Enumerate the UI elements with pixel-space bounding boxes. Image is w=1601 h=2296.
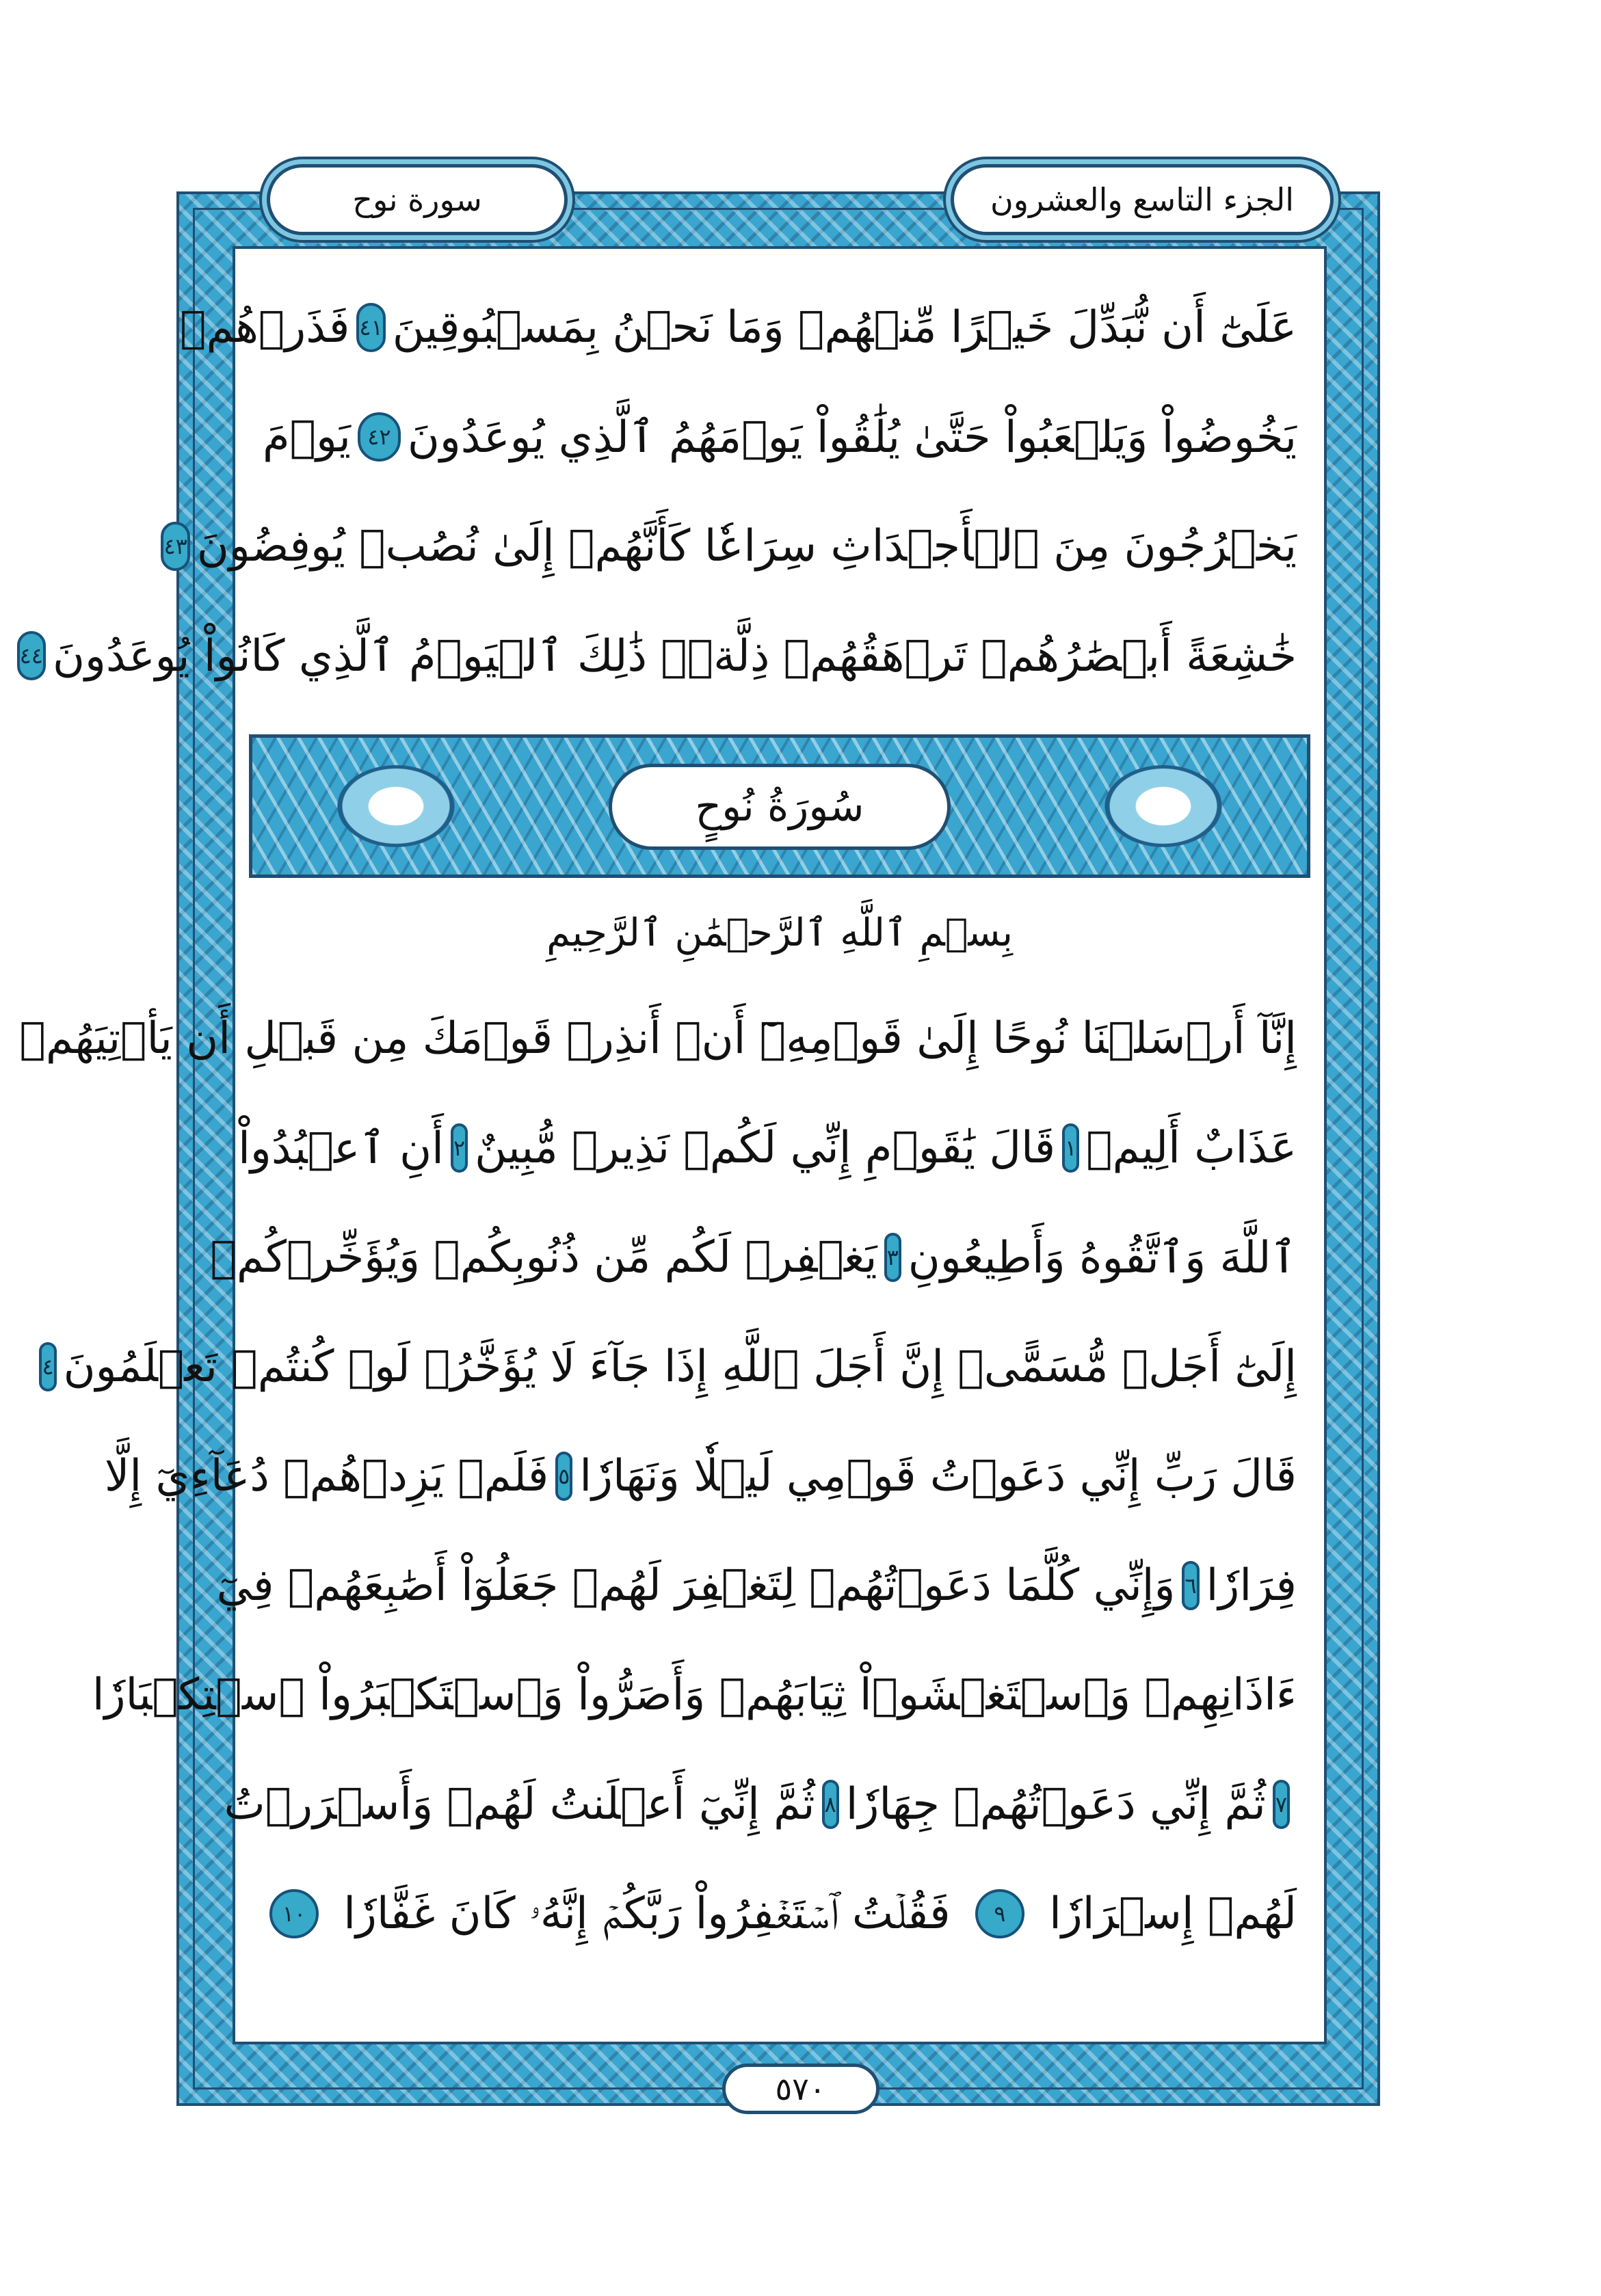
ayah-marker: ٤١ [356, 303, 385, 352]
basmala-text: بِسۡمِ ٱللَّهِ ٱلرَّحۡمَٰنِ ٱلرَّحِيمِ [546, 910, 1013, 955]
ayah-marker: ٨ [822, 1780, 839, 1829]
text-line-11 [92, 1644, 1297, 1746]
banner-ornament [328, 758, 464, 854]
ayah-marker: ٤ [39, 1342, 56, 1391]
text-line-4 [19, 604, 1297, 707]
line-text: ءَاذَانِهِمۡ وَٱسۡتَغۡشَوۡاْ ثِيَابَهُمۡ وَأَصَرُّواْ وَٱسۡتَكۡبَرُواْ ٱسۡتِكۡبَارٗا [92, 1670, 1297, 1720]
ayah-marker: ٤٢ [358, 412, 401, 462]
surah-label: سورة نوح [352, 181, 482, 218]
line-text: يَخۡرُجُونَ مِنَ ٱلۡأَجۡدَاثِ سِرَاعٗا كَأَنَّهُمۡ إِلَىٰ نُصُبٖ يُوفِضُونَ [196, 521, 1297, 572]
text-line-10 [216, 1534, 1297, 1637]
line-text: إِلَىٰٓ أَجَلٖ مُّسَمًّىۚ إِنَّ أَجَلَ ٱللَّهِ إِذَا جَآءَ لَا يُؤَخَّرُۚ لَوۡ كُنتُمۡ تَعۡلَمُونَ [63, 1341, 1297, 1392]
page-number [722, 2064, 879, 2114]
line-text: فِرَارٗا [1206, 1560, 1297, 1611]
line-text: خَٰشِعَةً أَبۡصَٰرُهُمۡ تَرۡهَقُهُمۡ ذِلَّةٞۚ ذَٰلِكَ ٱلۡيَوۡمُ ٱلَّذِي كَانُواْ يُوعَدُونَ [52, 630, 1297, 682]
surah-header [267, 164, 568, 235]
line-text: يَوۡمَ [263, 412, 351, 462]
text-line-13 [263, 1863, 1297, 1965]
ayah-marker: ٦ [1182, 1561, 1199, 1610]
page-number-text: ٥٧٠ [775, 2070, 826, 2107]
line-text: وَإِنِّي كُلَّمَا دَعَوۡتُهُمۡ لِتَغۡفِرَ لَهُمۡ جَعَلُوٓاْ أَصَٰبِعَهُمۡ فِيٓ [216, 1560, 1176, 1611]
text-line-5 [19, 987, 1297, 1090]
line-text: أَنِ ٱعۡبُدُواْ [238, 1123, 444, 1174]
line-text: عَذَابٌ أَلِيمٞ [1086, 1123, 1297, 1173]
text-line-7 [210, 1206, 1297, 1309]
text-line-3 [163, 495, 1297, 598]
ayah-marker: ٤٣ [161, 522, 189, 571]
text-panel [19, 246, 1327, 2044]
line-text: عَلَىٰٓ أَن نُّبَدِّلَ خَيۡرًا مِّنۡهُمۡ وَمَا نَحۡنُ بِمَسۡبُوقِينَ [392, 302, 1297, 353]
line-text: ثُمَّ إِنِّي دَعَوۡتُهُمۡ جِهَارٗا [845, 1779, 1266, 1830]
text-line-6 [238, 1097, 1297, 1199]
basmala [235, 895, 1324, 970]
line-text: فَلَمۡ يَزِدۡهُمۡ دُعَآءِيٓ إِلَّا [104, 1451, 549, 1501]
text-line-9 [104, 1425, 1297, 1527]
text-line-8 [42, 1316, 1297, 1418]
line-text: قَالَ رَبِّ إِنِّي دَعَوۡتُ قَوۡمِي لَيۡلٗا وَنَهَارٗا [579, 1451, 1297, 1501]
ayah-marker: ٩ [975, 1889, 1024, 1938]
text-line-1 [180, 276, 1297, 379]
surah-banner [249, 734, 1310, 878]
text-line-2 [263, 386, 1297, 488]
juz-label: الجزء التاسع والعشرون [990, 181, 1295, 218]
ayah-marker: ١٠ [269, 1889, 319, 1938]
ayah-marker: ١ [1062, 1123, 1079, 1173]
juz-header [951, 164, 1334, 235]
ayah-marker: ٤٤ [17, 631, 46, 680]
ayah-marker: ٢ [451, 1123, 468, 1173]
banner-ornament [1095, 758, 1232, 854]
line-text: يَغۡفِرۡ لَكُم مِّن ذُنُوبِكُمۡ وَيُؤَخِّرۡكُمۡ [210, 1232, 877, 1283]
line-text: ٱللَّهَ وَٱتَّقُوهُ وَأَطِيعُونِ [908, 1232, 1297, 1283]
surah-title: سُورَةُ نُوحٍ [695, 783, 864, 831]
line-text: إِنَّآ أَرۡسَلۡنَا نُوحًا إِلَىٰ قَوۡمِهِۦٓ أَنۡ أَنذِرۡ قَوۡمَكَ مِن قَبۡلِ أَن يَأۡتِيَهُمۡ [19, 1013, 1297, 1064]
line-text: لَهُمۡ إِسۡرَارٗا [1049, 1888, 1297, 1939]
ayah-marker: ٥ [555, 1452, 572, 1501]
text-line-12 [224, 1753, 1297, 1856]
line-text: فَقُلۡتُ ٱسۡتَغۡفِرُواْ رَبَّكُمۡ إِنَّهُۥ كَانَ غَفَّارٗا [343, 1888, 951, 1939]
line-text: ثُمَّ إِنِّيٓ أَعۡلَنتُ لَهُمۡ وَأَسۡرَرۡتُ [224, 1779, 815, 1830]
ayah-marker: ٧ [1273, 1780, 1290, 1829]
line-text: فَذَرۡهُمۡ [180, 302, 350, 353]
surah-title-box [609, 764, 951, 850]
ayah-marker: ٣ [884, 1233, 901, 1282]
line-text: قَالَ يَٰقَوۡمِ إِنِّي لَكُمۡ نَذِيرٞ مُّبِينٌ [475, 1123, 1056, 1173]
line-text: يَخُوضُواْ وَيَلۡعَبُواْ حَتَّىٰ يُلَٰقُواْ يَوۡمَهُمُ ٱلَّذِي يُوعَدُونَ [407, 412, 1297, 463]
